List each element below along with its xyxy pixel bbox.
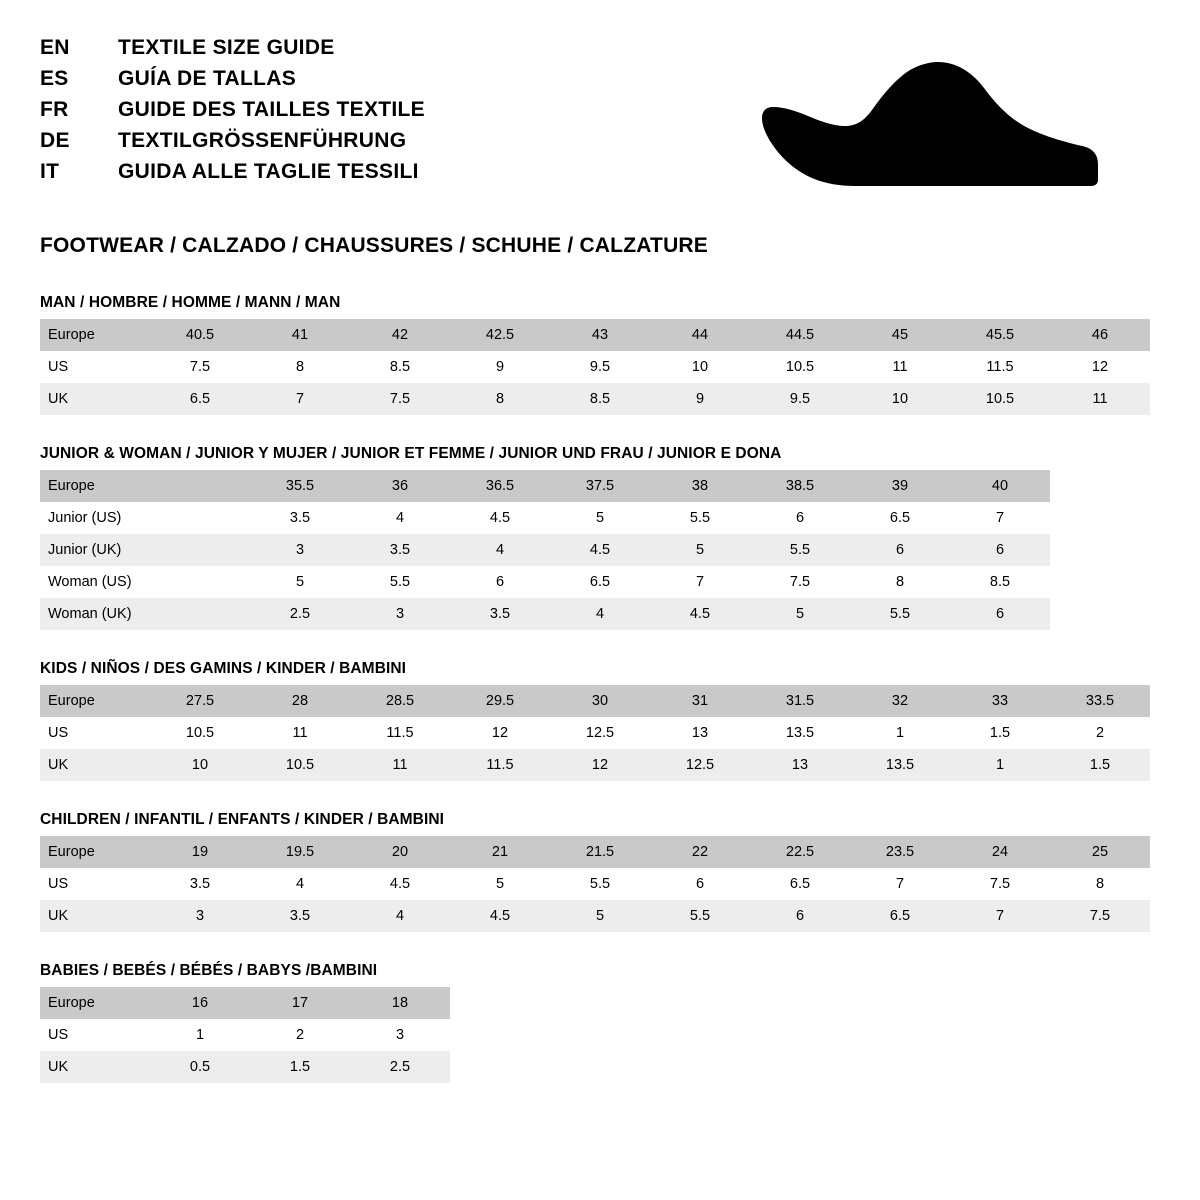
size-table-junior-woman bbox=[40, 470, 1050, 630]
cell: 36 bbox=[350, 470, 450, 502]
cell: 6 bbox=[850, 534, 950, 566]
cell: 4 bbox=[350, 900, 450, 932]
row-label: US bbox=[40, 351, 150, 383]
cell: 22.5 bbox=[750, 836, 850, 868]
language-row bbox=[40, 129, 425, 153]
table-row bbox=[40, 749, 1150, 781]
cell: 21.5 bbox=[550, 836, 650, 868]
cell: 42.5 bbox=[450, 319, 550, 351]
table-row bbox=[40, 566, 1050, 598]
cell: 11 bbox=[850, 351, 950, 383]
language-list bbox=[40, 36, 425, 191]
cell: 13 bbox=[750, 749, 850, 781]
section-title: MAN / HOMBRE / HOMME / MANN / MAN bbox=[40, 294, 341, 311]
cell: 11 bbox=[250, 717, 350, 749]
cell: 11.5 bbox=[450, 749, 550, 781]
cell: 3.5 bbox=[250, 502, 350, 534]
table-row bbox=[40, 502, 1050, 534]
cell: 8 bbox=[1050, 868, 1150, 900]
cell: 33 bbox=[950, 685, 1050, 717]
size-table-man bbox=[40, 319, 1150, 415]
cell: 11 bbox=[350, 749, 450, 781]
table-row bbox=[40, 534, 1050, 566]
row-label: Woman (UK) bbox=[40, 598, 150, 630]
cell: 29.5 bbox=[450, 685, 550, 717]
cell: 7.5 bbox=[950, 868, 1050, 900]
cell: 33.5 bbox=[1050, 685, 1150, 717]
table-row bbox=[40, 685, 1150, 717]
cell: 13.5 bbox=[850, 749, 950, 781]
cell: 6.5 bbox=[850, 900, 950, 932]
cell: 25 bbox=[1050, 836, 1150, 868]
cell: 45 bbox=[850, 319, 950, 351]
cell: 31 bbox=[650, 685, 750, 717]
cell: 2.5 bbox=[250, 598, 350, 630]
cell: 3.5 bbox=[350, 534, 450, 566]
cell bbox=[150, 598, 250, 630]
cell: 3.5 bbox=[250, 900, 350, 932]
table-row bbox=[40, 383, 1150, 415]
cell: 6.5 bbox=[550, 566, 650, 598]
spacer bbox=[40, 630, 1160, 650]
cell: 6.5 bbox=[750, 868, 850, 900]
cell: 30 bbox=[550, 685, 650, 717]
cell: 19.5 bbox=[250, 836, 350, 868]
cell: 13 bbox=[650, 717, 750, 749]
cell: 5 bbox=[250, 566, 350, 598]
cell: 10.5 bbox=[750, 351, 850, 383]
row-label: US bbox=[40, 717, 150, 749]
size-table-babies bbox=[40, 987, 450, 1083]
cell: 7 bbox=[650, 566, 750, 598]
cell: 5 bbox=[750, 598, 850, 630]
spacer bbox=[40, 781, 1160, 801]
cell: 3.5 bbox=[450, 598, 550, 630]
cell: 1.5 bbox=[950, 717, 1050, 749]
cell: 7.5 bbox=[1050, 900, 1150, 932]
cell: 4.5 bbox=[650, 598, 750, 630]
cell: 4 bbox=[350, 502, 450, 534]
row-label: US bbox=[40, 868, 150, 900]
cell: 4.5 bbox=[550, 534, 650, 566]
table-row bbox=[40, 868, 1150, 900]
cell: 10.5 bbox=[250, 749, 350, 781]
cell bbox=[150, 566, 250, 598]
cell: 0.5 bbox=[150, 1051, 250, 1083]
row-label: Junior (UK) bbox=[40, 534, 150, 566]
section-babies bbox=[40, 962, 1160, 1083]
cell: 41 bbox=[250, 319, 350, 351]
cell: 9.5 bbox=[750, 383, 850, 415]
language-title: TEXTILGRÖSSENFÜHRUNG bbox=[118, 129, 407, 152]
cell: 32 bbox=[850, 685, 950, 717]
table-row bbox=[40, 1019, 450, 1051]
cell: 44.5 bbox=[750, 319, 850, 351]
cell: 7.5 bbox=[750, 566, 850, 598]
cell: 10.5 bbox=[950, 383, 1050, 415]
spacer bbox=[40, 258, 1160, 284]
cell: 1 bbox=[950, 749, 1050, 781]
language-code: IT bbox=[40, 160, 60, 183]
cell: 46 bbox=[1050, 319, 1150, 351]
cell: 4.5 bbox=[450, 502, 550, 534]
cell: 17 bbox=[250, 987, 350, 1019]
cell: 1.5 bbox=[250, 1051, 350, 1083]
cell: 8.5 bbox=[950, 566, 1050, 598]
table-row bbox=[40, 900, 1150, 932]
cell: 22 bbox=[650, 836, 750, 868]
table-row bbox=[40, 598, 1050, 630]
cell: 19 bbox=[150, 836, 250, 868]
section-title: BABIES / BEBÉS / BÉBÉS / BABYS /BAMBINI bbox=[40, 962, 378, 979]
section-man bbox=[40, 294, 1160, 415]
cell: 6 bbox=[750, 502, 850, 534]
row-label: US bbox=[40, 1019, 150, 1051]
cell: 4.5 bbox=[350, 868, 450, 900]
cell: 2 bbox=[250, 1019, 350, 1051]
section-title: JUNIOR & WOMAN / JUNIOR Y MUJER / JUNIOR ET FEMME / JUNIOR UND FRAU / JUNIOR E DONA bbox=[40, 445, 782, 462]
table-row bbox=[40, 717, 1150, 749]
page-header bbox=[40, 36, 1160, 208]
section-kids bbox=[40, 660, 1160, 781]
cell: 6 bbox=[450, 566, 550, 598]
cell: 11.5 bbox=[350, 717, 450, 749]
cell: 45.5 bbox=[950, 319, 1050, 351]
row-label: Woman (US) bbox=[40, 566, 150, 598]
cell: 12 bbox=[550, 749, 650, 781]
cell: 12.5 bbox=[650, 749, 750, 781]
language-title: GUIDE DES TAILLES TEXTILE bbox=[118, 98, 425, 121]
cell: 43 bbox=[550, 319, 650, 351]
cell: 39 bbox=[850, 470, 950, 502]
footwear-category-title: FOOTWEAR / CALZADO / CHAUSSURES / SCHUHE / CALZATURE bbox=[40, 234, 709, 257]
cell: 5.5 bbox=[650, 502, 750, 534]
cell: 5.5 bbox=[750, 534, 850, 566]
cell: 6 bbox=[950, 598, 1050, 630]
cell: 31.5 bbox=[750, 685, 850, 717]
cell: 2 bbox=[1050, 717, 1150, 749]
size-table-kids bbox=[40, 685, 1150, 781]
cell: 1 bbox=[150, 1019, 250, 1051]
cell: 6.5 bbox=[850, 502, 950, 534]
cell: 16 bbox=[150, 987, 250, 1019]
row-label: Europe bbox=[40, 685, 150, 717]
cell: 8 bbox=[450, 383, 550, 415]
cell: 3 bbox=[250, 534, 350, 566]
cell: 9 bbox=[650, 383, 750, 415]
cell: 11.5 bbox=[950, 351, 1050, 383]
cell: 6 bbox=[950, 534, 1050, 566]
row-label: UK bbox=[40, 900, 150, 932]
section-junior-woman bbox=[40, 445, 1160, 630]
cell: 3 bbox=[150, 900, 250, 932]
spacer bbox=[40, 415, 1160, 435]
cell: 6 bbox=[650, 868, 750, 900]
cell: 5.5 bbox=[550, 868, 650, 900]
cell: 9.5 bbox=[550, 351, 650, 383]
row-label: Europe bbox=[40, 987, 150, 1019]
cell: 23.5 bbox=[850, 836, 950, 868]
cell bbox=[150, 470, 250, 502]
language-code: EN bbox=[40, 36, 70, 59]
cell: 8.5 bbox=[350, 351, 450, 383]
cell: 38.5 bbox=[750, 470, 850, 502]
language-title: TEXTILE SIZE GUIDE bbox=[118, 36, 335, 59]
language-code: FR bbox=[40, 98, 69, 121]
table-row bbox=[40, 319, 1150, 351]
cell: 40 bbox=[950, 470, 1050, 502]
cell: 6.5 bbox=[150, 383, 250, 415]
cell bbox=[150, 534, 250, 566]
cell: 10 bbox=[150, 749, 250, 781]
cell: 21 bbox=[450, 836, 550, 868]
cell: 27.5 bbox=[150, 685, 250, 717]
spacer bbox=[40, 932, 1160, 952]
row-label: Europe bbox=[40, 470, 150, 502]
row-label: UK bbox=[40, 383, 150, 415]
row-label: Europe bbox=[40, 836, 150, 868]
cell: 13.5 bbox=[750, 717, 850, 749]
cell: 8 bbox=[850, 566, 950, 598]
language-row bbox=[40, 67, 425, 91]
table-row bbox=[40, 351, 1150, 383]
cell: 5 bbox=[450, 868, 550, 900]
cell: 42 bbox=[350, 319, 450, 351]
cell: 12 bbox=[1050, 351, 1150, 383]
cell: 5 bbox=[550, 900, 650, 932]
cell: 44 bbox=[650, 319, 750, 351]
cell: 24 bbox=[950, 836, 1050, 868]
cell: 20 bbox=[350, 836, 450, 868]
section-title: CHILDREN / INFANTIL / ENFANTS / KINDER / BAMBINI bbox=[40, 811, 445, 828]
cell: 2.5 bbox=[350, 1051, 450, 1083]
cell: 4 bbox=[250, 868, 350, 900]
cell: 3 bbox=[350, 598, 450, 630]
cell: 9 bbox=[450, 351, 550, 383]
cell: 7 bbox=[950, 502, 1050, 534]
cell: 36.5 bbox=[450, 470, 550, 502]
language-row bbox=[40, 36, 425, 60]
language-row bbox=[40, 98, 425, 122]
cell: 8 bbox=[250, 351, 350, 383]
cell: 4 bbox=[450, 534, 550, 566]
table-row bbox=[40, 470, 1050, 502]
cell: 3.5 bbox=[150, 868, 250, 900]
cell: 7.5 bbox=[150, 351, 250, 383]
row-label: UK bbox=[40, 749, 150, 781]
cell: 4 bbox=[550, 598, 650, 630]
cell: 40.5 bbox=[150, 319, 250, 351]
language-row bbox=[40, 160, 425, 184]
dress-shoe-icon bbox=[750, 58, 1110, 208]
cell bbox=[150, 502, 250, 534]
cell: 28 bbox=[250, 685, 350, 717]
cell: 5 bbox=[550, 502, 650, 534]
cell: 37.5 bbox=[550, 470, 650, 502]
cell: 10 bbox=[850, 383, 950, 415]
cell: 3 bbox=[350, 1019, 450, 1051]
row-label: Junior (US) bbox=[40, 502, 150, 534]
cell: 7 bbox=[950, 900, 1050, 932]
section-children bbox=[40, 811, 1160, 932]
cell: 12 bbox=[450, 717, 550, 749]
language-code: ES bbox=[40, 67, 69, 90]
language-code: DE bbox=[40, 129, 70, 152]
cell: 35.5 bbox=[250, 470, 350, 502]
cell: 6 bbox=[750, 900, 850, 932]
language-title: GUÍA DE TALLAS bbox=[118, 67, 297, 90]
row-label: UK bbox=[40, 1051, 150, 1083]
cell: 8.5 bbox=[550, 383, 650, 415]
cell: 4.5 bbox=[450, 900, 550, 932]
cell: 5.5 bbox=[350, 566, 450, 598]
cell: 12.5 bbox=[550, 717, 650, 749]
table-row bbox=[40, 836, 1150, 868]
section-title: KIDS / NIÑOS / DES GAMINS / KINDER / BAMBINI bbox=[40, 660, 407, 677]
cell: 5 bbox=[650, 534, 750, 566]
row-label: Europe bbox=[40, 319, 150, 351]
cell: 10 bbox=[650, 351, 750, 383]
cell: 7 bbox=[850, 868, 950, 900]
cell: 1 bbox=[850, 717, 950, 749]
cell: 1.5 bbox=[1050, 749, 1150, 781]
cell: 7 bbox=[250, 383, 350, 415]
cell: 28.5 bbox=[350, 685, 450, 717]
size-table-children bbox=[40, 836, 1150, 932]
cell: 7.5 bbox=[350, 383, 450, 415]
cell: 38 bbox=[650, 470, 750, 502]
table-row bbox=[40, 987, 450, 1019]
table-row bbox=[40, 1051, 450, 1083]
cell: 11 bbox=[1050, 383, 1150, 415]
language-title: GUIDA ALLE TAGLIE TESSILI bbox=[118, 160, 419, 183]
cell: 5.5 bbox=[850, 598, 950, 630]
cell: 18 bbox=[350, 987, 450, 1019]
cell: 5.5 bbox=[650, 900, 750, 932]
cell: 10.5 bbox=[150, 717, 250, 749]
